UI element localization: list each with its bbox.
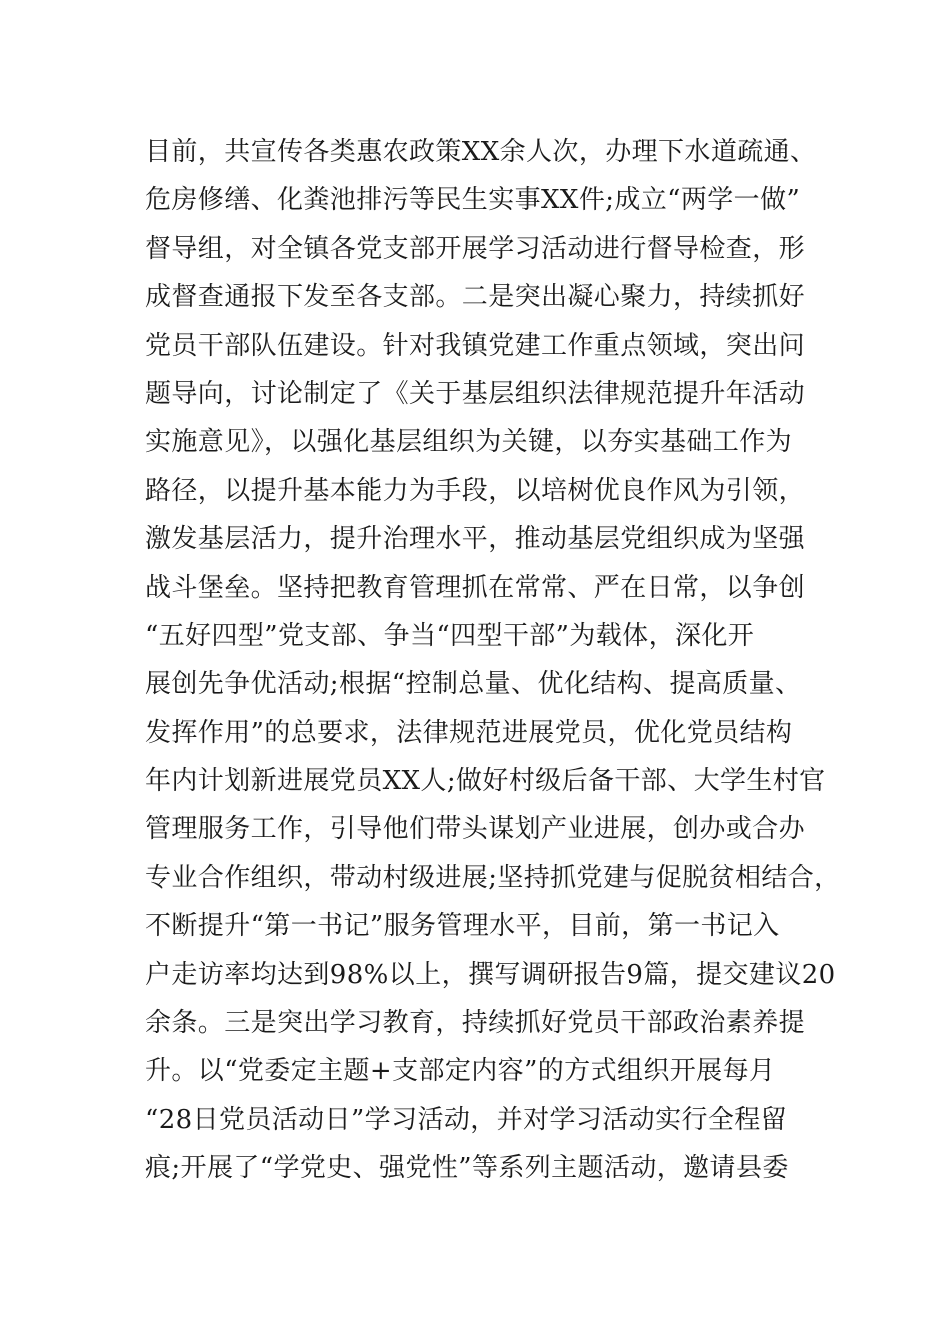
text-line: 展创先争优活动;根据“控制总量、优化结构、提高质量、 [145,669,802,700]
text-line: “五好四型”党支部、争当“四型干部”为载体，深化开 [145,620,755,651]
text-line: 痕;开展了“学党史、强党性”等系列主题活动，邀请县委 [145,1153,789,1184]
text-line: 党员干部队伍建设。针对我镇党建工作重点领域，突出问 [145,330,806,361]
text-line: 不断提升“第一书记”服务管理水平，目前，第一书记入 [145,911,780,942]
text-line: 危房修缮、化粪池排污等民生实事XX件;成立“两学一做” [145,185,801,216]
text-line: 升。以“党委定主题+支部定内容”的方式组织开展每月 [145,1056,776,1087]
text-line: 激发基层活力，提升治理水平，推动基层党组织成为坚强 [145,524,806,555]
text-line: 发挥作用”的总要求，法律规范进展党员，优化党员结构 [145,717,793,748]
text-line: 目前，共宣传各类惠农政策XX余人次，办理下水道疏通、 [145,137,817,167]
text-line: 专业合作组织，带动村级进展;坚持抓党建与促脱贫相结合， [145,862,841,893]
text-line: 题导向，讨论制定了《关于基层组织法律规范提升年活动 [145,378,806,409]
text-line: 战斗堡垒。坚持把教育管理抓在常常、严在日常，以争创 [145,572,806,603]
text-line: 路径，以提升基本能力为手段，以培树优良作风为引领， [145,475,806,506]
text-line: 余条。三是突出学习教育，持续抓好党员干部政治素养提 [145,1008,806,1039]
text-line: 成督查通报下发至各支部。二是突出凝心聚力，持续抓好 [145,282,806,313]
text-line: 管理服务工作，引导他们带头谋划产业进展，创办或合办 [145,814,806,845]
text-line: 户走访率均达到98%以上，撰写调研报告9篇，提交建议20 [145,959,836,990]
text-line: 年内计划新进展党员XX人;做好村级后备干部、大学生村官 [145,766,826,797]
text-line: 督导组，对全镇各党支部开展学习活动进行督导检查，形 [145,233,806,264]
body-text [145,128,845,1193]
text-line: 实施意见》，以强化基层组织为关键，以夯实基础工作为 [145,427,793,458]
text-line: “28日党员活动日”学习活动，并对学习活动实行全程留 [145,1104,788,1135]
